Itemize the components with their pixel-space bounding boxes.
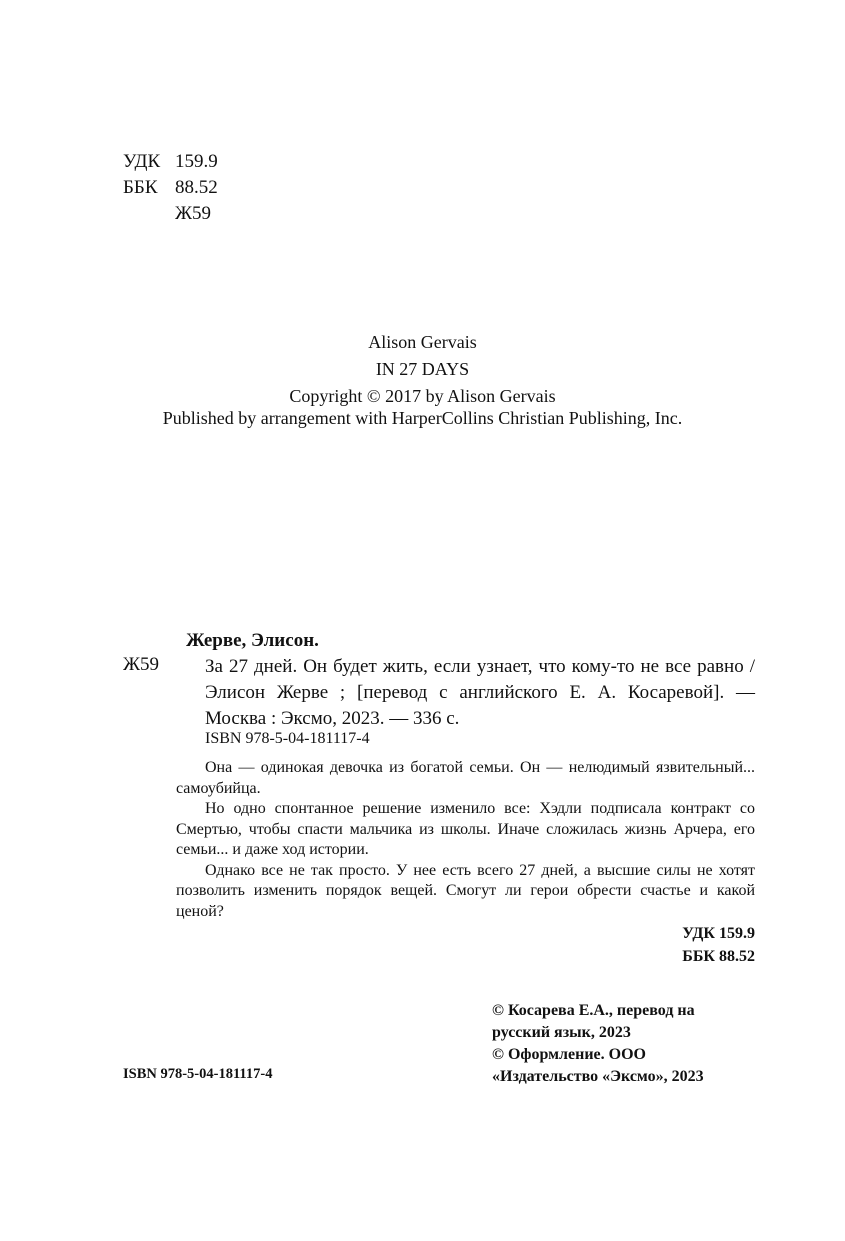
publisher-note: Published by arrangement with HarperCollins Christian Publishing, Inc.	[162, 408, 683, 428]
right-bbk: ББК 88.52	[682, 948, 755, 965]
annotation-paragraph: Она — одинокая девочка из богатой семьи. Он — нелюдимый язвительный... самоубийца.	[176, 759, 755, 797]
original-author: Alison Gervais	[368, 332, 477, 352]
bib-isbn: ISBN 978-5-04-181117-4	[205, 730, 370, 747]
copyright-line: «Издательство «Эксмо», 2023	[492, 1068, 704, 1085]
bib-description: За 27 дней. Он будет жить, если узнает, что кому-то не все равно / Элисон Жерве ; [перевод с английского Е. А. Косаревой]. — Москва : Эксмо, 2023. — 336 с.	[205, 656, 755, 729]
annotation-paragraph: Однако все не так просто. У нее есть всего 27 дней, а высшие силы не хотят позволить изменить порядок вещей. Смогут ли герои обрести счастье и какой ценой?	[176, 861, 755, 920]
right-classification	[682, 922, 755, 968]
annotation-paragraph: Но одно спонтанное решение изменило все: Хэдли подписала контракт со Смертью, чтобы спасти мальчика из школы. Иначе сложилась жизнь Арчера, его семьи... и даже ход истории.	[176, 800, 755, 858]
original-title: IN 27 DAYS	[375, 359, 470, 379]
bib-author-heading: Жерве, Элисон.	[186, 630, 319, 651]
bbk-value: 88.52	[175, 177, 218, 198]
copyright-block	[492, 1000, 762, 1088]
annotation	[176, 758, 755, 922]
bib-code: Ж59	[123, 654, 160, 675]
original-copyright: Copyright © 2017 by Alison Gervais	[289, 386, 556, 406]
udk-label: УДК	[123, 151, 161, 172]
right-udk: УДК 159.9	[682, 925, 755, 942]
udk-value: 159.9	[175, 151, 218, 172]
copyright-line: русский язык, 2023	[492, 1024, 631, 1041]
author-sign: Ж59	[175, 203, 212, 224]
bbk-label: ББК	[123, 177, 158, 198]
footer-isbn: ISBN 978-5-04-181117-4	[123, 1066, 273, 1082]
copyright-line: © Оформление. ООО	[492, 1046, 646, 1063]
classification-block	[123, 149, 218, 227]
copyright-line: © Косарева Е.А., перевод на	[492, 1002, 695, 1019]
